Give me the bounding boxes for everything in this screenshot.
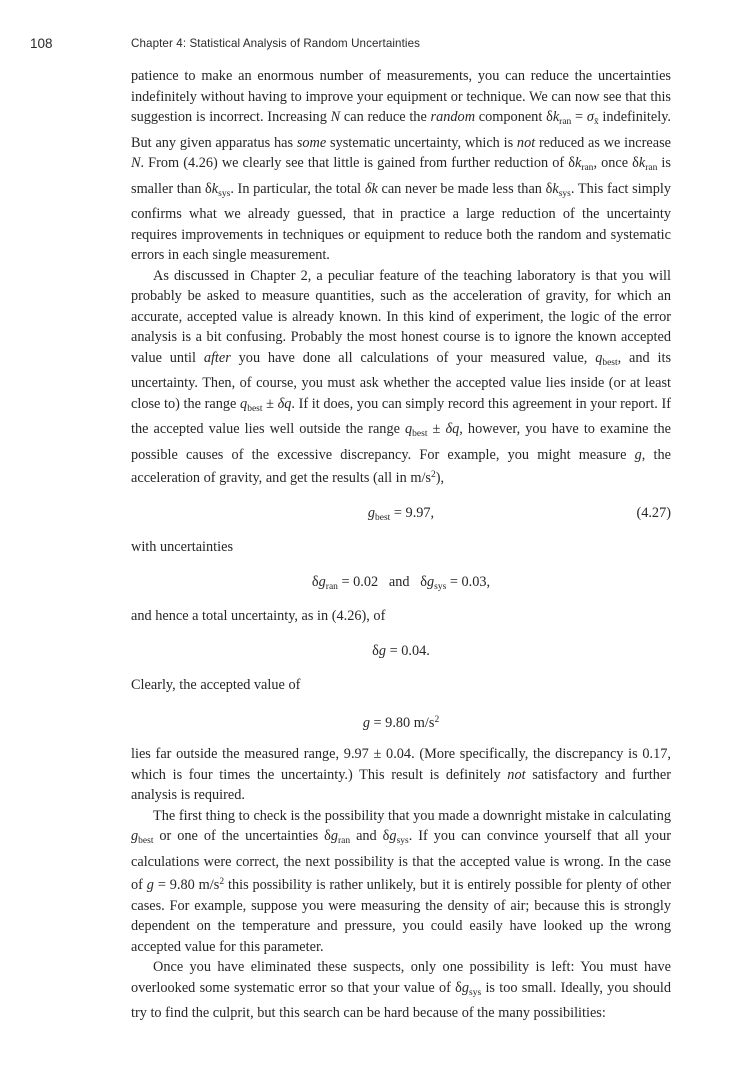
equation-accepted-g: g = 9.80 $m/s^2$: [362, 714, 440, 731]
equation-total-uncertainty: δg = 0.04.: [372, 642, 430, 659]
paragraph-5: Once you have eliminated these suspects, only one possibility is left: You must have overlooked some systematic error so that your value of $\delta g_{sys}$ is too small. Ideally, you should try to find the culprit, but this search can be hard because of the many possibilities:: [131, 959, 671, 1021]
page-header: [0, 36, 729, 56]
page-number: 108: [30, 36, 53, 51]
paragraph-1: patience to make an enormous number of measurements, you can reduce the uncertainties indefinitely without having to improve your equipment or technique. We can now see that this suggestion is incorrect. Increasing N can reduce the random component $\delta k_{ran} = \sigma_{x̄}$ indefinitely. But any given apparatus has some systematic uncertainty, which is not reduced as we increase N. From (4.26) we clearly see that little is gained from further reduction of $\delta k_{ran}$, once $\delta k_{ran}$ is smaller than $\delta k_{sys}$. In particular, the total δk can never be made less than $\delta k_{sys}$. This fact simply confirms what we already guessed, that in practice a large reduction of the uncertainty requires improvements in techniques or equipment to reduce both the random and systematic errors in each single measurement.: [131, 68, 671, 263]
page-body: [131, 66, 671, 1024]
equation-number: (4.27): [636, 504, 671, 521]
running-head: Chapter 4: Statistical Analysis of Random Uncertainties: [131, 37, 421, 50]
with-uncertainties-text: with uncertainties: [131, 539, 234, 555]
equation-4-27: $g_{best} = 9.97$, (4.27): [367, 504, 671, 523]
paragraph-2: As discussed in Chapter 2, a peculiar feature of the teaching laboratory is that you will probably be asked to measure quantities, such as the acceleration of gravity, for which an accurate, accepted value is already known. In this kind of experiment, the logic of the error analysis is a bit confusing. Probably the most honest course is to ignore the known accepted value until after you have done all calculations of your measured value, $q_{best}$, and its uncertainty. Then, of course, you must ask whether the accepted value lies inside (or at least close to) the range $q_{best} \pm \delta q$. If it does, you can simply record this agreement in your report. If the accepted value lies well outside the range $q_{best} \pm \delta q$, however, you have to examine the possible causes of the excessive discrepancy. For example, you might measure g, the acceleration of gravity, and get the results (all in $m/s^2$),: [131, 267, 672, 486]
paragraph-4: The first thing to check is the possibility that you made a downright mistake in calculating $g_{best}$ or one of the uncertainties $\delta g_{ran}$ and $\delta g_{sys}$. If you can convince yourself that all your calculations were correct, the next possibility is that the accepted value is wrong. In the case of g = 9.80 $m/s^2$ this possibility is rather unlikely, but it is entirely possible for plenty of other cases. For example, suppose you were measuring the density of air; because this is strongly dependent on the temperature and pressure, you could easily have looked up the wrong accepted value for this parameter.: [131, 807, 672, 955]
paragraph-3: lies far outside the measured range, 9.97 ± 0.04. (More specifically, the discrepancy is 0.17, which is four times the uncertainty.) This result is definitely not satisfactory and further analysis is required.: [131, 746, 671, 803]
and-hence-text: and hence a total uncertainty, as in (4.26), of: [131, 608, 386, 624]
equation-uncertainties: $\delta g_{ran} = 0.02$ and $\delta g_{sys} = 0.03$,: [311, 573, 491, 592]
clearly-text: Clearly, the accepted value of: [131, 677, 301, 693]
